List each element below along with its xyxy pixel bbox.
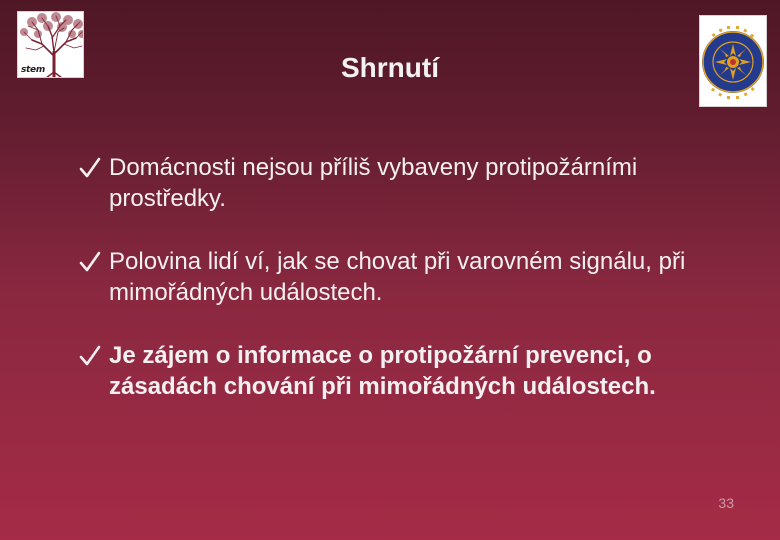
page-number: 33	[718, 495, 734, 511]
checkmark-icon	[78, 250, 102, 274]
summary-item-text: Domácnosti nejsou příliš vybaveny protipožárními prostředky.	[109, 154, 638, 212]
checkmark-icon	[78, 344, 102, 368]
fire-rescue-emblem-icon	[700, 16, 766, 106]
hzs-emblem	[699, 15, 767, 107]
summary-item-text: Je zájem o informace o protipožární prevenci, o zásadách chování při mimořádných událostech.	[109, 342, 656, 400]
stem-logo-text: stem	[21, 65, 45, 75]
summary-item	[78, 340, 738, 402]
checkmark-icon	[78, 156, 102, 180]
slide-title: Shrnutí	[341, 52, 439, 83]
summary-list	[78, 152, 738, 402]
summary-item-text: Polovina lidí ví, jak se chovat při varovném signálu, při mimořádných událostech.	[109, 248, 686, 306]
summary-item	[78, 246, 738, 308]
summary-item	[78, 152, 738, 214]
